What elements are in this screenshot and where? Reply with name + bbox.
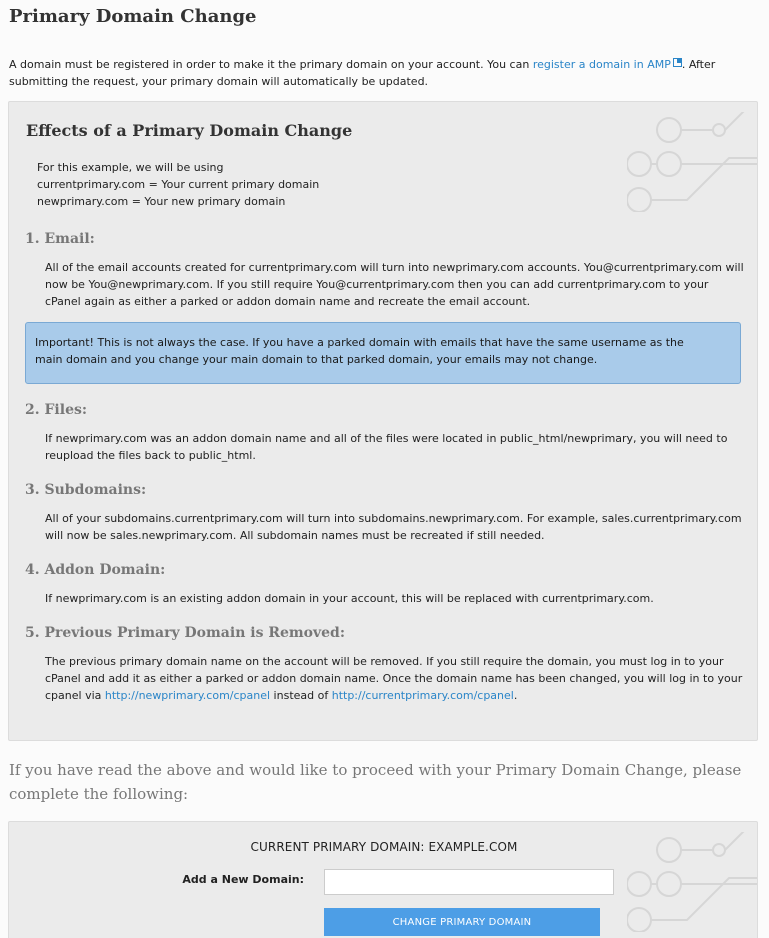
add-domain-label: Add a New Domain:	[182, 873, 304, 886]
step-subdomains-body: All of your subdomains.currentprimary.com will turn into subdomains.newprimary.com. For example, sales.currentprimary.com will now be sales.newprimary.com. All subdomain names must be recreated if still needed.	[45, 512, 742, 542]
important-notice: Important! This is not always the case. If you have a parked domain with emails that have the same username as the main domain and you change your main domain to that parked domain, your emails may not change.	[25, 322, 741, 384]
step-subdomains-title: 3. Subdomains:	[25, 482, 147, 498]
example-block	[37, 159, 319, 210]
new-cpanel-link[interactable]: http://newprimary.com/cpanel	[104, 689, 271, 702]
step-previous-title: 5. Previous Primary Domain is Removed:	[25, 625, 346, 641]
step-files-body: If newprimary.com was an addon domain name and all of the files were located in public_html/newprimary, you will need to reupload the files back to public_html.	[45, 432, 728, 462]
effects-panel	[8, 101, 758, 741]
step-previous-body	[45, 653, 745, 704]
domain-change-form	[8, 821, 758, 938]
step-previous-end: .	[513, 689, 518, 702]
example-line: currentprimary.com = Your current primary domain	[37, 178, 320, 191]
intro-text-end: . After submitting the request, your primary domain will automatically be updated.	[9, 58, 716, 88]
step-email-title: 1. Email:	[25, 231, 95, 247]
circuit-decoration-icon	[627, 112, 757, 212]
page-title: Primary Domain Change	[9, 6, 257, 27]
step-files-title: 2. Files:	[25, 402, 88, 418]
example-line: For this example, we will be using	[37, 161, 224, 174]
change-primary-domain-button[interactable]: CHANGE PRIMARY DOMAIN	[324, 908, 600, 936]
current-primary-domain: CURRENT PRIMARY DOMAIN: EXAMPLE.COM	[250, 840, 518, 854]
current-cpanel-link[interactable]: http://currentprimary.com/cpanel	[331, 689, 514, 702]
effects-title: Effects of a Primary Domain Change	[26, 121, 353, 140]
new-domain-input[interactable]	[324, 869, 614, 895]
example-line: newprimary.com = Your new primary domain	[37, 195, 286, 208]
intro-text	[9, 56, 759, 90]
intro-text-start: A domain must be registered in order to make it the primary domain on your account. You can	[9, 58, 533, 71]
step-previous-mid: instead of	[270, 689, 332, 702]
step-addon-title: 4. Addon Domain:	[25, 562, 166, 578]
step-email-body: All of the email accounts created for currentprimary.com will turn into newprimary.com accounts. You@currentprimary.com will now be You@newprimary.com. If you still require You@currentprimary.com then you can add currentprimary.com to your cPanel again as either a parked or addon domain name and recreate the email account.	[45, 261, 744, 308]
proceed-text: If you have read the above and would like to proceed with your Primary Domain Change, please complete the following:	[9, 761, 742, 803]
step-previous-text: The previous primary domain name on the account will be removed. If you still require the domain, you must log in to your cPanel and add it as either a parked or addon domain name. Once the domain name has been changed, you will log in to your cpanel via	[45, 655, 743, 702]
external-link-icon	[673, 58, 682, 67]
step-addon-body: If newprimary.com is an existing addon domain in your account, this will be replaced with currentprimary.com.	[45, 592, 654, 605]
register-domain-link[interactable]: register a domain in AMP	[532, 58, 671, 71]
